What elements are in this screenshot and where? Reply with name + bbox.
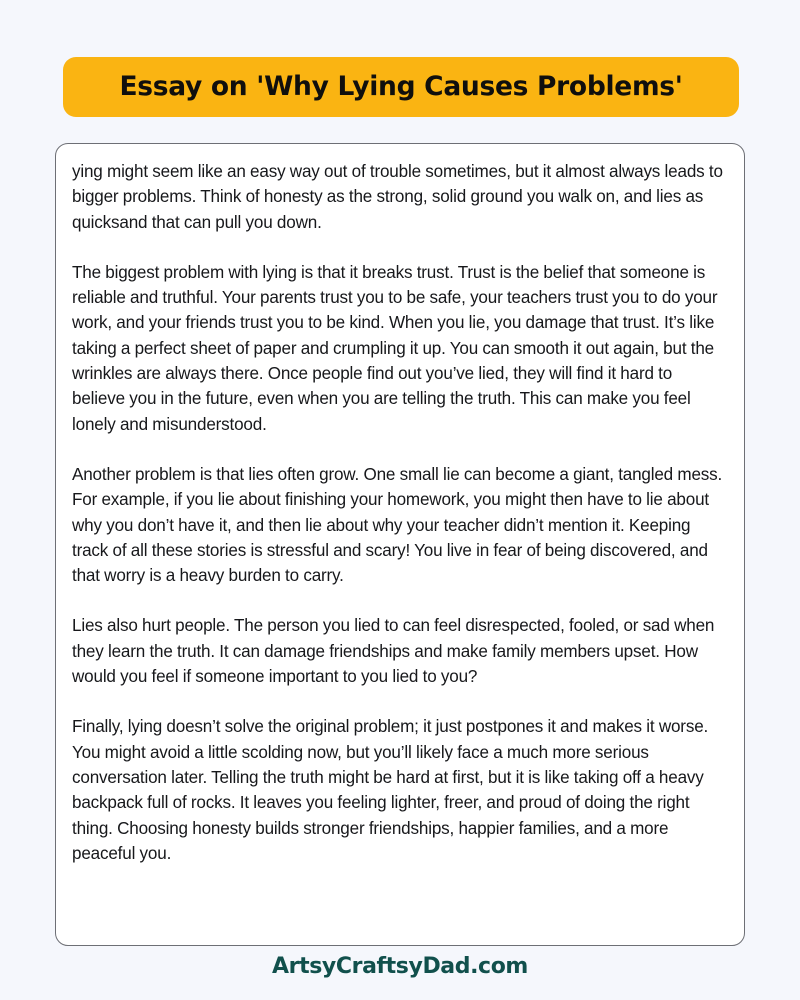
page-title: Essay on 'Why Lying Causes Problems' <box>119 70 683 102</box>
essay-paragraph: Finally, lying doesn’t solve the original problem; it just postpones it and makes it worse. You might avoid a little scolding now, but you’ll likely face a much more serious conversation later. Telling the truth might be hard at first, but it is like taking off a heavy backpack full of rocks. It leaves you feeling lighter, freer, and proud of doing the right thing. Choosing honesty builds stronger friendships, happier families, and a more peaceful you. <box>72 717 709 863</box>
title-banner <box>63 57 739 117</box>
footer-brand: ArtsyCraftsyDad.com <box>272 954 528 979</box>
essay-paragraph: The biggest problem with lying is that it breaks trust. Trust is the belief that someone is reliable and truthful. Your parents trust you to be safe, your teachers trust you to do your work, and your friends trust you to be kind. When you lie, you damage that trust. It’s like taking a perfect sheet of paper and crumpling it up. You can smooth it out again, but the wrinkles are always there. Once people find out you’ve lied, they will find it hard to believe you in the future, even when you are telling the truth. This can make you feel lonely and misunderstood. <box>72 262 718 434</box>
essay-body <box>72 159 727 866</box>
essay-paragraph: Lies also hurt people. The person you lied to can feel disrespected, fooled, or sad when they learn the truth. It can damage friendships and make family members upset. How would you feel if someone important to you lied to you? <box>72 616 715 687</box>
essay-paragraph: ying might seem like an easy way out of trouble sometimes, but it almost always leads to bigger problems. Think of honesty as the strong, solid ground you walk on, and lies as quicksand that can pull you down. <box>72 162 723 232</box>
essay-card <box>55 143 745 946</box>
essay-paragraph: Another problem is that lies often grow. One small lie can become a giant, tangled mess. For example, if you lie about finishing your homework, you might then have to lie about why you don’t have it, and then lie about why your teacher didn’t mention it. Keeping track of all these stories is stressful and scary! You live in fear of being discovered, and that worry is a heavy burden to carry. <box>72 464 723 586</box>
